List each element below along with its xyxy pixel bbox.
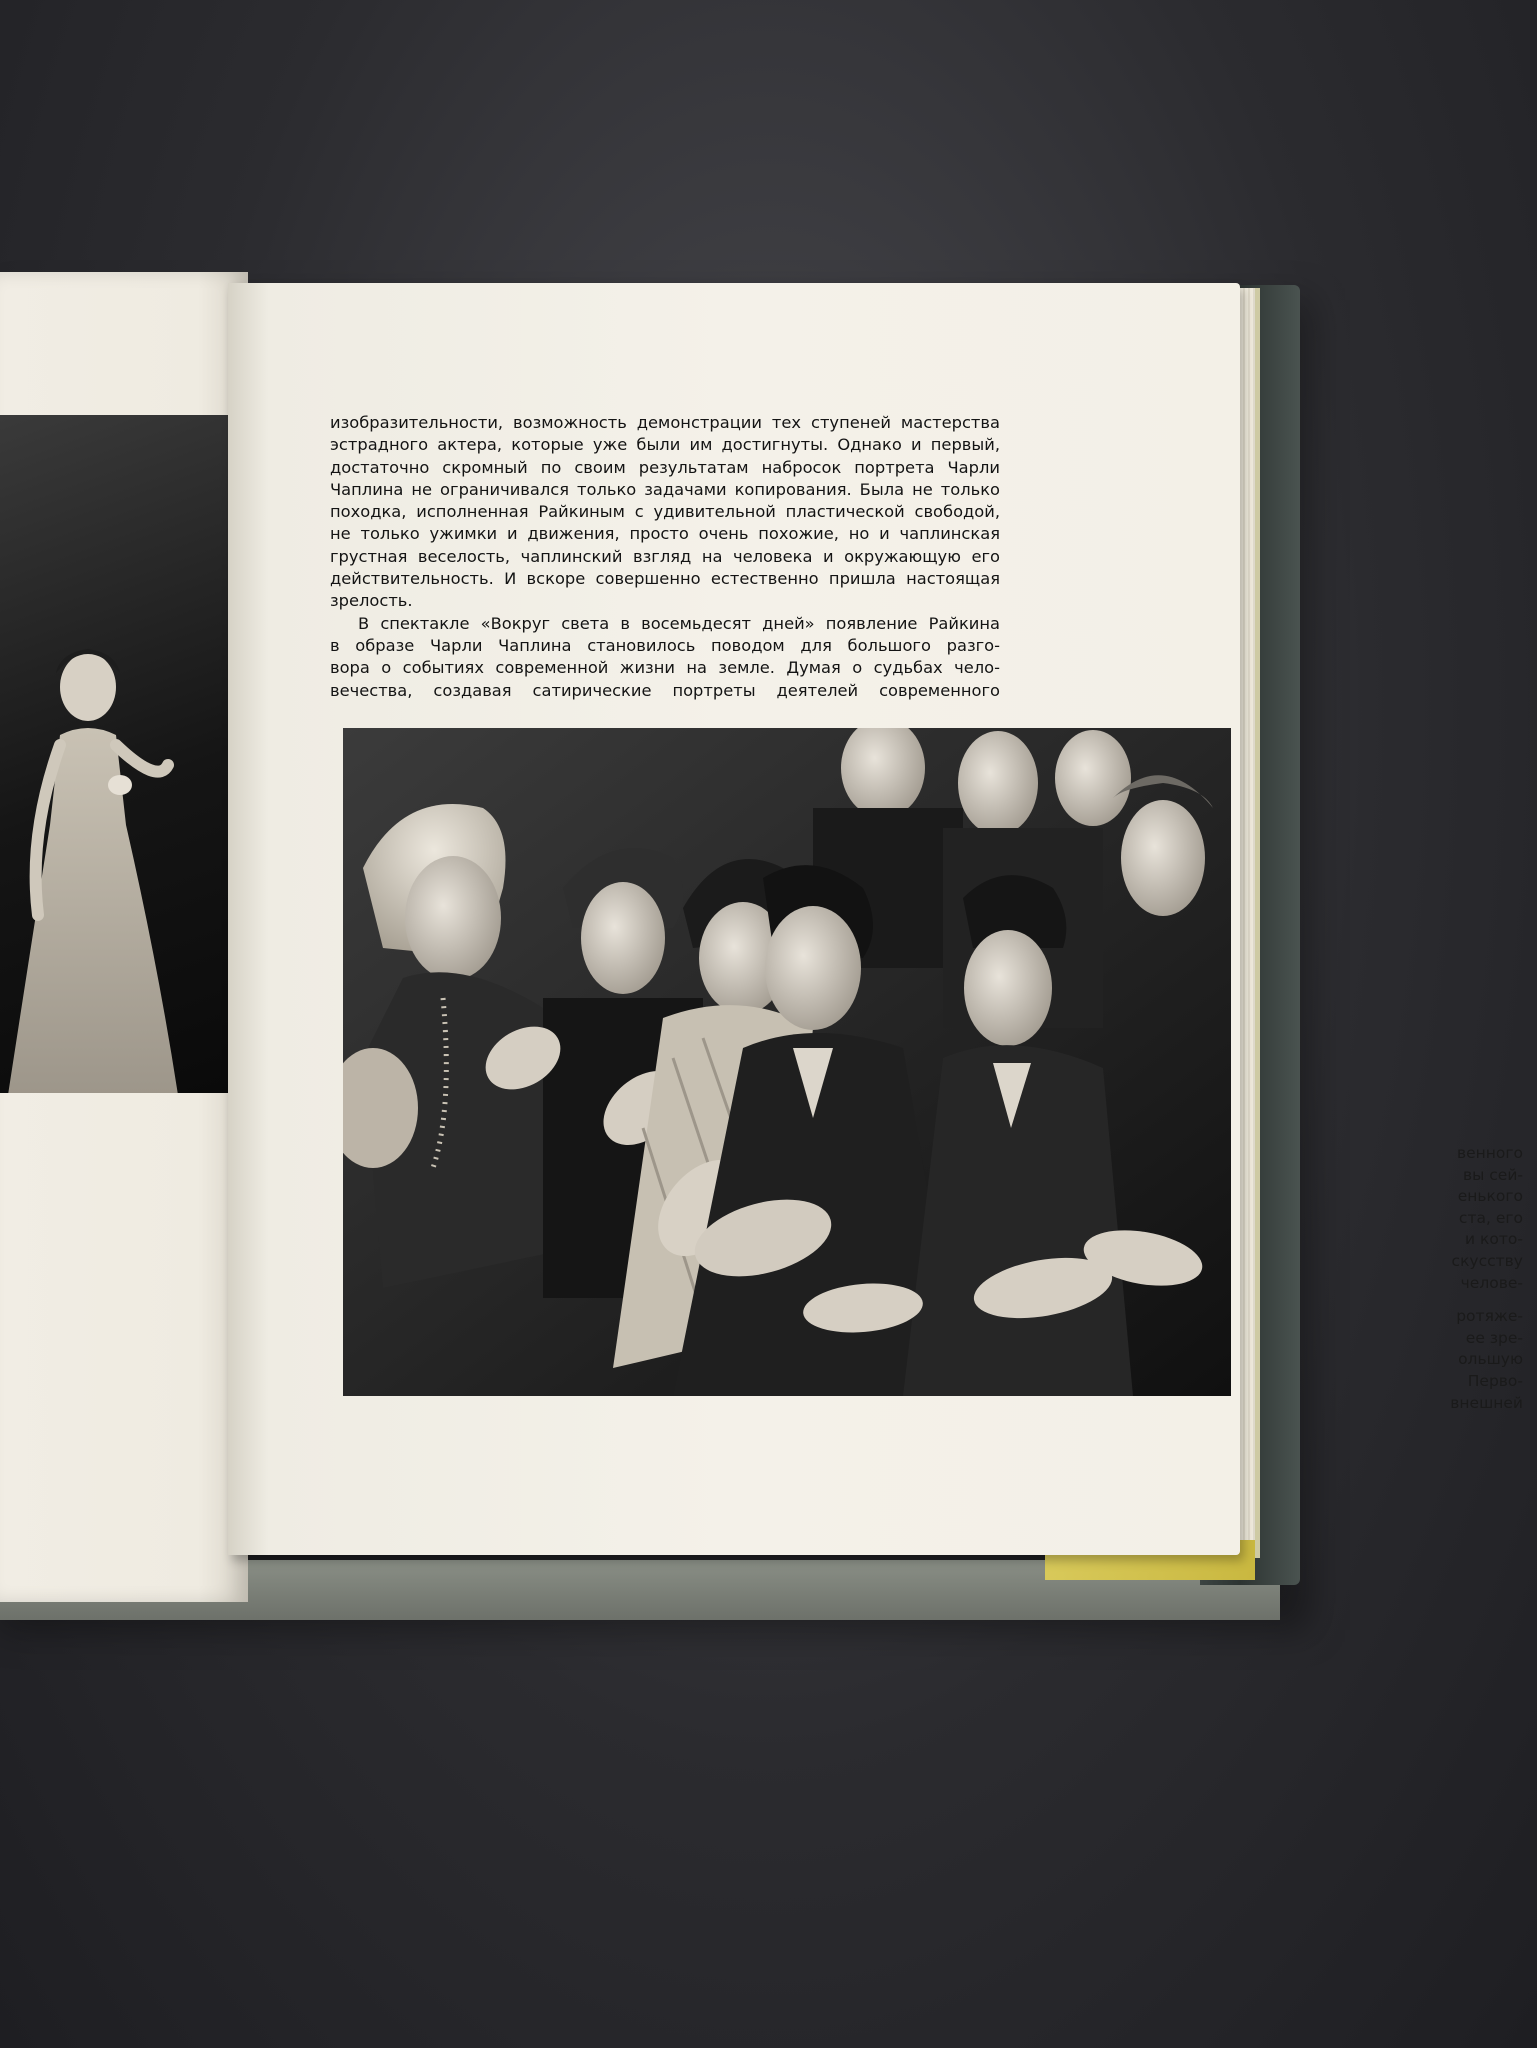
body-text-line: действительность. И вскоре совершенно естественно пришла настоящая	[330, 569, 1000, 589]
body-text-line: вечества, создавая сатирические портреты деятелей современного	[330, 680, 1000, 700]
body-text-line: зрелость.	[330, 591, 413, 611]
left-text-line: скусству	[1451, 1251, 1523, 1270]
body-text-line: не только ужимки и движения, просто очень похожие, но и чаплинская	[330, 524, 1000, 544]
left-text-line: вы сей-	[1462, 1165, 1523, 1184]
body-text-line: вора о событиях современной жизни на земле. Думая о судьбах чело-	[330, 658, 1000, 678]
audience-applauding-photo	[343, 728, 1231, 1396]
left-text-line: ольшую	[1458, 1350, 1523, 1369]
left-page-photo-singer-on-stage	[0, 415, 236, 1093]
body-text-line: изобразительности, возможность демонстрации тех ступеней мастерства	[330, 413, 1000, 432]
body-text-line: Чаплина не ограничивался только задачами копирования. Была не только	[330, 479, 1000, 499]
audience-photo-illustration	[343, 728, 1231, 1396]
body-text-line: в образе Чарли Чаплина становилось поводом для большого разго-	[330, 635, 1000, 655]
left-text-line: ротяже-	[1456, 1307, 1523, 1326]
singer-figure	[8, 635, 178, 1093]
left-page-text-fragment	[1323, 1143, 1523, 1414]
right-page-body-text	[330, 412, 1000, 702]
body-text-line: В спектакле «Вокруг света в восемьдесят дней» появление Райкина	[358, 613, 1000, 633]
left-text-line: внешней	[1450, 1393, 1523, 1412]
left-text-line: венного	[1456, 1144, 1523, 1162]
body-text-line: грустная веселость, чаплинский взгляд на человека и окружающую его	[330, 546, 1000, 566]
left-text-line: ее зре-	[1465, 1328, 1523, 1347]
left-text-line: и кото-	[1465, 1230, 1523, 1249]
body-text-line: достаточно скромный по своим результатам набросок портрета Чарли	[330, 457, 1000, 477]
left-text-line: Перво-	[1467, 1371, 1523, 1390]
body-text-line: эстрадного актера, которые уже были им достигнуты. Однако и первый,	[330, 435, 1000, 455]
left-text-line: ста, его	[1458, 1208, 1523, 1227]
body-text-line: походка, исполненная Райкиным с удивительной пластической свободой,	[330, 502, 1000, 522]
left-text-line: челове-	[1460, 1273, 1523, 1292]
left-text-line: енького	[1457, 1187, 1523, 1206]
